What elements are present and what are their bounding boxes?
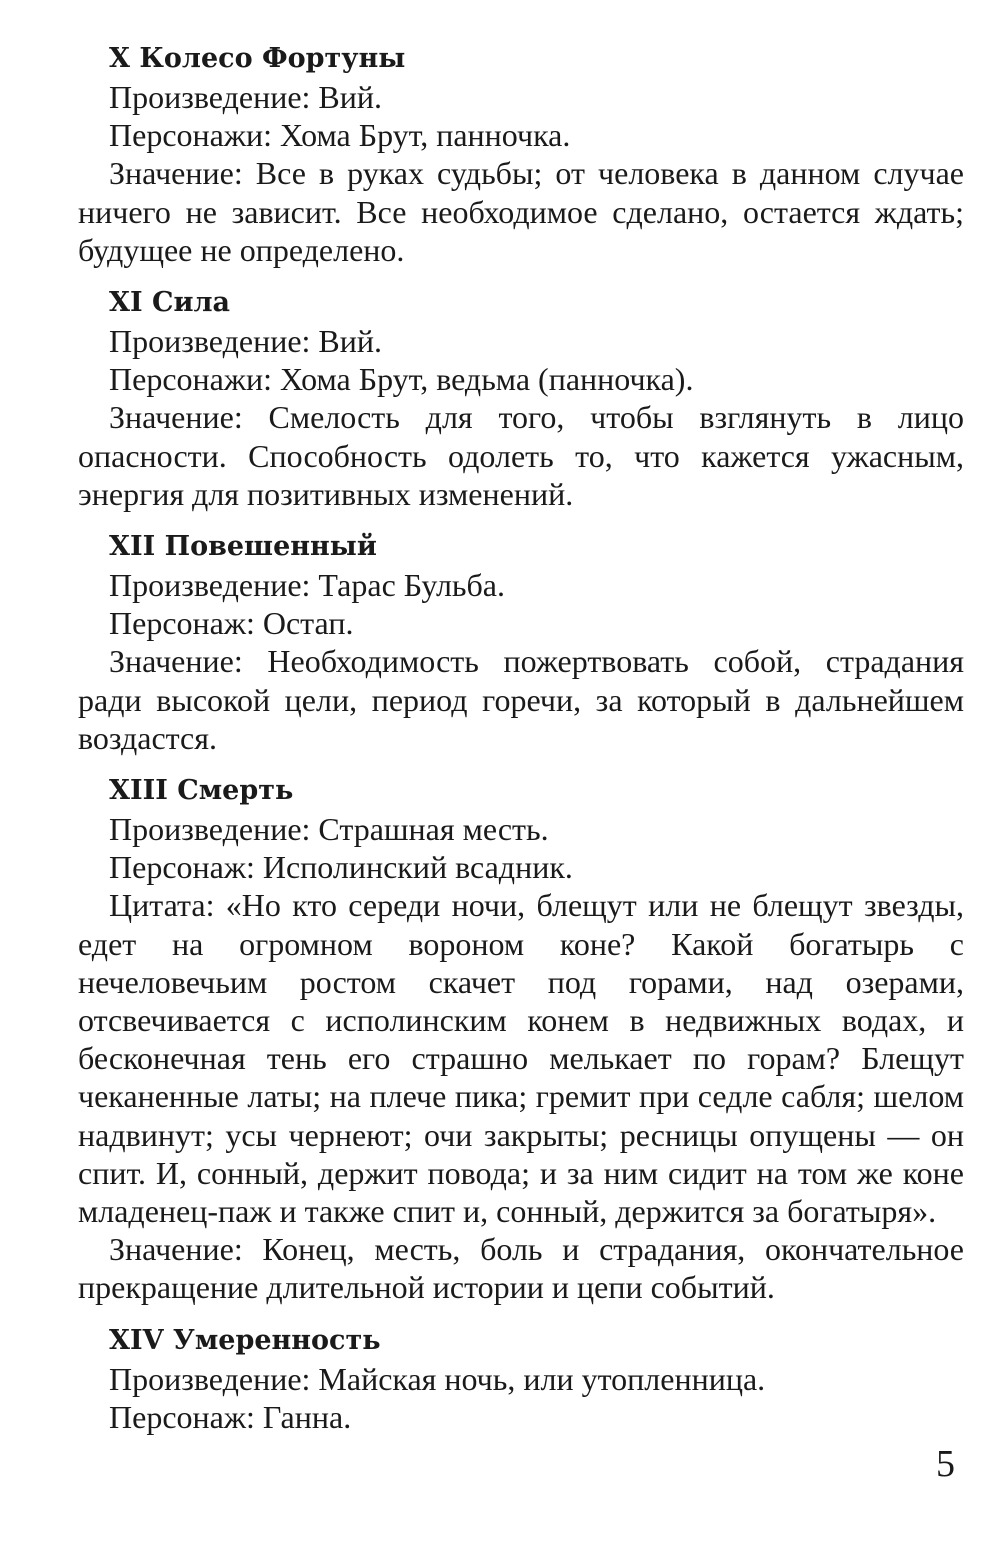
section-heading: XII Повешенный bbox=[109, 531, 377, 563]
section-strength bbox=[78, 284, 964, 513]
meaning-paragraph: Значение: Необходимость пожертвовать собой, страдания ради высокой цели, период горечи, за который в дальнейшем воздастся. bbox=[78, 643, 964, 756]
book-page bbox=[78, 40, 964, 1451]
section-heading: XI Сила bbox=[109, 287, 231, 319]
meaning-paragraph: Значение: Смелость для того, чтобы взглянуть в лицо опасности. Способность одолеть то, что кажется ужасным, энергия для позитивных изменений. bbox=[78, 399, 964, 512]
quote-paragraph: Цитата: «Но кто середи ночи, блещут или не блещут звезды, едет на огромном вороном коне? Какой богатырь с нечеловечьим ростом скачет под горами, над озерами, отсвечивается с исполинским конем в недвижных водах, и бесконечная тень его страшно мелькает по горам? Блещут чеканенные латы; на плече пика; гремит при седле сабля; шелом надвинут; усы чернеют; очи закрыты; ресницы опущены — он спит. И, сонный, держит повода; и за ним сидит на том же коне младенец-паж и также спит и, сонный, держится за богатыря». bbox=[78, 887, 964, 1230]
character-line: Персонаж: Остап. bbox=[109, 605, 354, 642]
section-wheel-of-fortune bbox=[78, 40, 964, 269]
section-heading: XIV Умеренность bbox=[109, 1324, 381, 1356]
section-heading: X Колесо Фортуны bbox=[109, 43, 406, 74]
page-number: 5 bbox=[936, 1443, 955, 1485]
character-line: Персонаж: Ганна. bbox=[109, 1398, 352, 1435]
meaning-paragraph: Значение: Все в руках судьбы; от человека в данном случае ничего не зависит. Все необходимое сделано, остается ждать; будущее не определено. bbox=[78, 155, 964, 268]
section-death bbox=[78, 772, 964, 1307]
section-heading: XIII Смерть bbox=[109, 775, 294, 807]
work-line: Произведение: Вий. bbox=[109, 323, 382, 360]
character-line: Персонаж: Исполинский всадник. bbox=[109, 849, 573, 886]
work-line: Произведение: Майская ночь, или утопленница. bbox=[109, 1360, 766, 1397]
characters-line: Персонажи: Хома Брут, ведьма (панночка). bbox=[109, 361, 694, 398]
meaning-paragraph: Значение: Конец, месть, боль и страдания, окончательное прекращение длительной истории и цепи событий. bbox=[78, 1231, 964, 1306]
work-line: Произведение: Вий. bbox=[109, 79, 382, 115]
work-line: Произведение: Страшная месть. bbox=[109, 811, 549, 848]
characters-line: Персонажи: Хома Брут, панночка. bbox=[109, 117, 571, 154]
work-line: Произведение: Тарас Бульба. bbox=[109, 567, 505, 604]
section-hanged-man bbox=[78, 528, 964, 757]
section-temperance bbox=[78, 1322, 964, 1436]
